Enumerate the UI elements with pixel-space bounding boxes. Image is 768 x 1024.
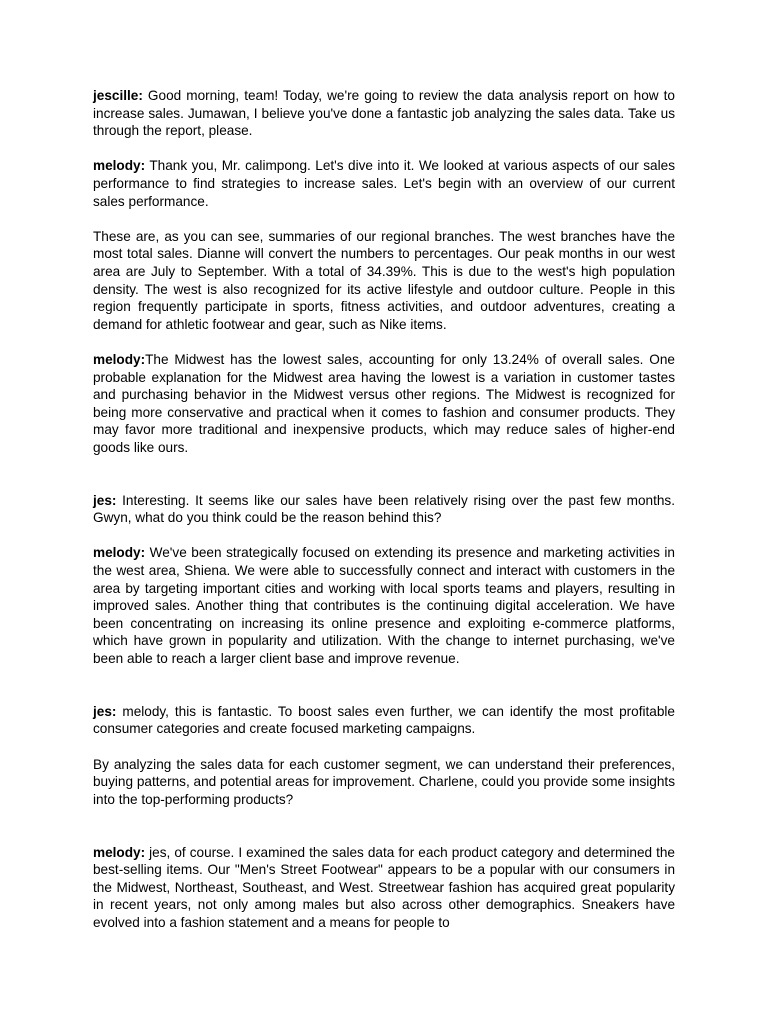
paragraph-melody-overview [93, 157, 675, 210]
speaker-name: jescille: [93, 88, 143, 103]
paragraph-jes-segments [93, 703, 675, 738]
paragraph-text: We've been strategically focused on extending its presence and marketing activities in the west area, Shiena. We were able to successfully connect and interact with customers in the area by targeting important cities and working with local sports teams and players, resulting in improved sales. Another thing that contributes is the continuing digital acceleration. We have been concentrating on increasing its online presence and exploiting e-commerce platforms, which have grown in popularity and utilization. With the change to internet purchasing, we've been able to reach a larger client base and improve revenue. [93, 545, 675, 666]
paragraph-customer-analysis [93, 756, 675, 809]
speaker-name: melody: [93, 351, 146, 367]
paragraph-regional-summary [93, 228, 675, 334]
speaker-name: melody: [93, 844, 146, 860]
paragraph-melody-strategy [93, 544, 675, 667]
speaker-name: jes: [93, 492, 117, 508]
paragraph-text: jes, of course. I examined the sales data for each product category and determined the best-selling items. Our "Men's Street Footwear" appears to be a popular with our consumers in the Midwest, Northeast, Southeast, and West. Streetwear fashion has acquired great popularity in recent years, not only among males but also across other demographics. Sneakers have evolved into a fashion statement and a means for people to [93, 844, 675, 930]
paragraph-text: Thank you, Mr. calimpong. Let's dive into it. We looked at various aspects of our sales performance to find strategies to increase sales. Let's begin with an overview of our current sales performance. [93, 158, 675, 209]
document-page [93, 87, 675, 949]
paragraph-jes-question [93, 492, 675, 527]
paragraph-melody-products [93, 844, 675, 932]
paragraph-text: By analyzing the sales data for each customer segment, we can understand their preferences, buying patterns, and potential areas for improvement. Charlene, could you provide some insights into the top-performing products? [93, 756, 675, 807]
paragraph-text: Interesting. It seems like our sales have been relatively rising over the past few months. Gwyn, what do you think could be the reason behind this? [93, 492, 675, 526]
paragraph-text: The Midwest has the lowest sales, accounting for only 13.24% of overall sales. One probable explanation for the Midwest area having the lowest is a variation in customer tastes and purchasing behavior in the Midwest versus other regions. The Midwest is recognized for being more conservative and practical when it comes to fashion and consumer products. They may favor more traditional and inexpensive products, which may reduce sales of higher-end goods like ours. [93, 351, 675, 455]
paragraph-text: These are, as you can see, summaries of our regional branches. The west branches have the most total sales. Dianne will convert the numbers to percentages. Our peak months in our west area are July to September. With a total of 34.39%. This is due to the west's high population density. The west is also recognized for its active lifestyle and outdoor culture. People in this region frequently participate in sports, fitness activities, and outdoor adventures, creating a demand for athletic footwear and gear, such as Nike items. [93, 228, 675, 332]
speaker-name: melody: [93, 158, 146, 174]
paragraph-melody-midwest [93, 351, 675, 457]
paragraph-jescille-opening [93, 87, 675, 140]
paragraph-text: melody, this is fantastic. To boost sales even further, we can identify the most profitable consumer categories and create focused marketing campaigns. [93, 703, 675, 737]
speaker-name: melody: [93, 545, 146, 561]
speaker-name: jes: [93, 703, 117, 719]
paragraph-text: Good morning, team! Today, we're going to review the data analysis report on how to increase sales. Jumawan, I believe you've done a fantastic job analyzing the sales data. Take us through the report, please. [93, 88, 675, 139]
